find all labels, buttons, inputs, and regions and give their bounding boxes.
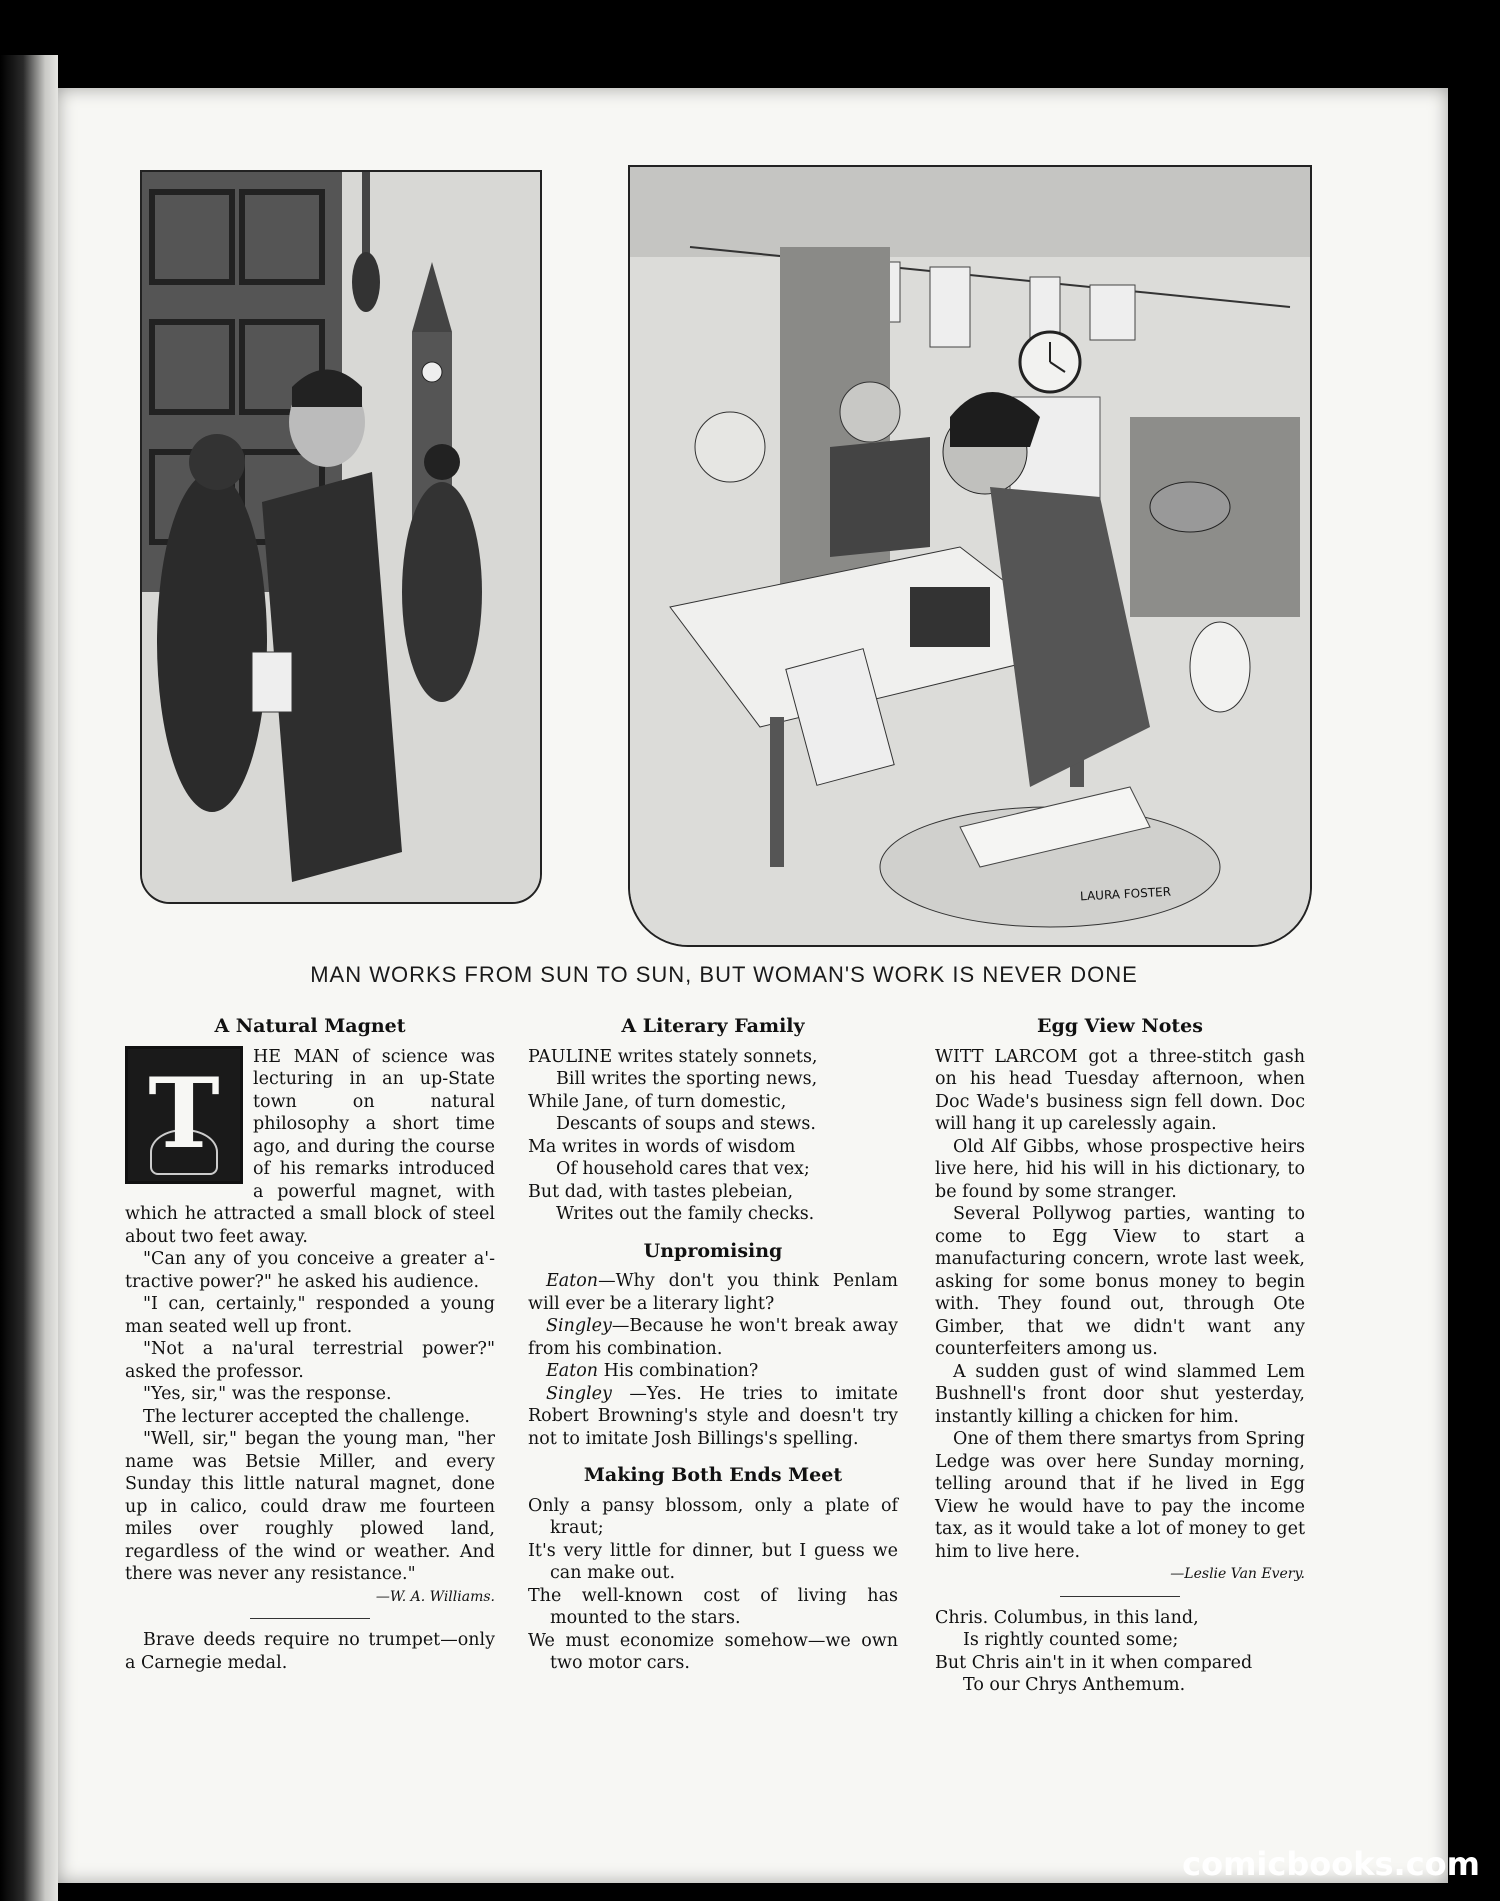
poem-line: Descants of soups and stews.: [556, 1114, 816, 1134]
poem-line: Of household cares that vex;: [556, 1159, 810, 1179]
dialogue-text: —Yes. He tries to imitate Robert Browning's style and doesn't try not to imitate Josh Billings's spelling.: [528, 1383, 898, 1449]
paragraph: "Not a na'ural terrestrial power?" asked the professor.: [125, 1339, 495, 1382]
paragraph: "Yes, sir," was the response.: [143, 1384, 392, 1404]
divider: [250, 1618, 370, 1619]
ornamental-dropcap: [125, 1046, 243, 1184]
poem-line: Only a pansy blossom, only a plate of kraut;: [528, 1495, 898, 1538]
article-title: Unpromising: [643, 1239, 783, 1262]
dialogue-line: [528, 1383, 898, 1451]
byline: —W. A. Williams.: [375, 1588, 495, 1605]
dialogue-line: [528, 1360, 898, 1383]
poem-line: PAULINE writes stately sonnets,: [528, 1046, 818, 1067]
poem: [528, 1046, 898, 1226]
paragraph: HE MAN of science was lecturing in an up-State town on natural philosophy a short time ago, and during the course of his remarks introduced a powerful magnet, with which he attracted a small block of steel about two feet away.: [125, 1046, 495, 1247]
article-title: Egg View Notes: [1037, 1015, 1203, 1037]
byline-row: [125, 1586, 495, 1609]
paragraph: One of them there smartys from Spring Ledge was over here Sunday morning, telling around that if he lived in Egg View he would have to pay the income tax, as it would take a lot of money to get him to live here.: [935, 1429, 1305, 1562]
paragraph: "Can any of you conceive a greater a'-tractive power?" he asked his audience.: [125, 1249, 495, 1292]
paragraph: A sudden gust of wind slammed Lem Bushnell's front door shut yesterday, instantly killing a chicken for him.: [935, 1361, 1305, 1427]
speaker: Singley: [546, 1383, 612, 1404]
byline-row: [935, 1563, 1305, 1586]
paragraph: Old Alf Gibbs, whose prospective heirs live here, hid his will in his dictionary, to be found by some stranger.: [935, 1136, 1305, 1202]
dialogue-line: [528, 1315, 898, 1360]
page-gutter-shadow: [0, 55, 58, 1901]
illustration-woman-kitchen: [628, 165, 1312, 947]
poem-line: Bill writes the sporting news,: [556, 1069, 818, 1089]
speaker: Singley: [546, 1316, 612, 1336]
paragraph: Brave deeds require no trumpet—only a Carnegie medal.: [125, 1630, 495, 1673]
dropcap-letter: T: [148, 1057, 220, 1171]
divider: [1060, 1596, 1180, 1597]
kitchen-scene-drawing: [630, 167, 1310, 945]
paragraph: WITT LARCOM got a three-stitch gash on his head Tuesday afternoon, when Doc Wade's business sign fell down. Doc will hang it up carelessly again.: [935, 1046, 1305, 1134]
poem-line: It's very little for dinner, but I guess we can make out.: [528, 1540, 898, 1583]
poem-line: We must economize somehow—we own two motor cars.: [528, 1630, 898, 1673]
illustration-man-walking: [140, 170, 542, 904]
dialogue-text: —Why don't you think Penlam will ever be a literary light?: [528, 1271, 898, 1314]
byline: —Leslie Van Every.: [1170, 1566, 1305, 1582]
paragraph: "I can, certainly," responded a young man seated well up front.: [125, 1294, 495, 1337]
poem-line: But Chris ain't in it when compared: [935, 1652, 1253, 1673]
poem: [935, 1607, 1305, 1697]
poem-line: Ma writes in words of wisdom: [528, 1136, 796, 1157]
dialogue-line: [528, 1270, 898, 1315]
poem-line: The well-known cost of living has mounted to the stars.: [528, 1585, 898, 1628]
poem-line: Is rightly counted some;: [963, 1630, 1179, 1650]
article-title: Making Both Ends Meet: [583, 1464, 843, 1486]
watermark-brand: comicbooks.com: [1182, 1845, 1480, 1883]
poem-line: Writes out the family checks.: [556, 1204, 815, 1224]
column-egg-view-notes: [935, 1015, 1305, 1697]
speaker: Eaton: [546, 1361, 599, 1381]
dialogue-text: —Because he won't break away from his combination.: [528, 1316, 898, 1359]
speaker: Eaton: [546, 1271, 599, 1291]
poem-line: But dad, with tastes plebeian,: [528, 1181, 794, 1202]
paragraph: Several Pollywog parties, wanting to come to Egg View to start a manufacturing concern, wrote last week, asking for some bonus money to begin with. They found out, through Ote Gimber, that we didn't want any counterfeiters among us.: [935, 1204, 1305, 1359]
article-title: A Literary Family: [621, 1015, 805, 1037]
dialogue-text: His combination?: [598, 1361, 759, 1381]
article-title: A Natural Magnet: [214, 1015, 406, 1037]
artist-signature: LAURA FOSTER: [1079, 884, 1172, 904]
poem-line: While Jane, of turn domestic,: [528, 1091, 787, 1112]
poem-line: To our Chrys Anthemum.: [963, 1675, 1186, 1695]
poem-line: Chris. Columbus, in this land,: [935, 1607, 1199, 1628]
street-scene-drawing: [142, 172, 540, 902]
illustration-caption: MAN WORKS FROM SUN TO SUN, BUT WOMAN'S WORK IS NEVER DONE: [310, 962, 1138, 987]
paragraph: The lecturer accepted the challenge.: [143, 1406, 470, 1427]
column-literary-family: [528, 1015, 898, 1675]
paragraph: "Well, sir," began the young man, "her name was Betsie Miller, and every Sunday this little natural magnet, done up in calico, could draw me fourteen miles over roughly plowed land, regardless of the wind or weather. And there was never any resistance.": [125, 1429, 495, 1584]
column-natural-magnet: [125, 1015, 495, 1674]
